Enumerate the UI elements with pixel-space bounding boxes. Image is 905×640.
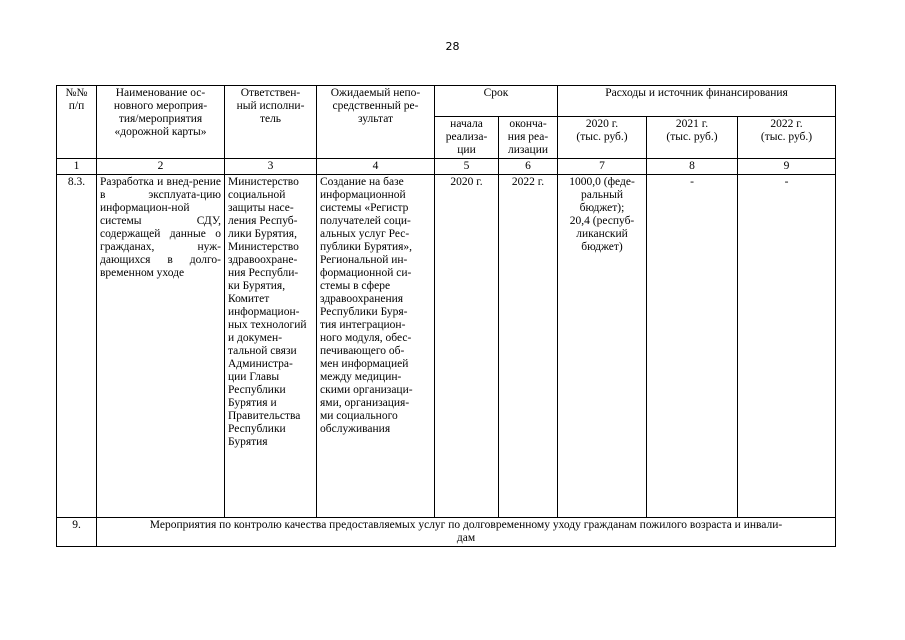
header-result: Ожидаемый непо- средственный ре- зультат <box>317 86 435 159</box>
column-number: 9 <box>738 159 836 175</box>
column-number: 7 <box>558 159 647 175</box>
row-start: 2020 г. <box>435 175 499 518</box>
header-row <box>57 86 836 117</box>
roadmap-table <box>56 85 836 547</box>
row-end: 2022 г. <box>499 175 558 518</box>
column-number: 4 <box>317 159 435 175</box>
header-year-2020: 2020 г. (тыс. руб.) <box>558 117 647 159</box>
header-term-start: начала реализа- ции <box>435 117 499 159</box>
header-name: Наименование ос- новного мероприя- тия/мероприятия «дорожной карты» <box>97 86 225 159</box>
header-term-end: оконча- ния реа- лизации <box>499 117 558 159</box>
header-executor: Ответствен- ный исполни- тель <box>225 86 317 159</box>
column-number-row <box>57 159 836 175</box>
table-row <box>57 175 836 518</box>
column-number: 8 <box>647 159 738 175</box>
row-2022: - <box>738 175 836 518</box>
table-row <box>57 518 836 547</box>
row-num: 9. <box>57 518 97 547</box>
row-section-title: Мероприятия по контролю качества предоставляемых услуг по долговременному уходу гражданам пожилого возраста и инвали- дам <box>97 518 836 547</box>
row-num: 8.3. <box>57 175 97 518</box>
row-result: Создание на базе информационной системы «Регистр получателей соци- альных услуг Рес- публики Бурятия», Региональной ин- формационной си- стемы в сфере здравоохранения Республики Буря- тия интеграцион- ного модуля, обес- печивающего об- мен информацией между медицин- скими организаци- ями, организация- ми социального обслуживания <box>317 175 435 518</box>
row-2021: - <box>647 175 738 518</box>
header-expenses: Расходы и источник финансирования <box>558 86 836 117</box>
page-number: 28 <box>445 40 460 53</box>
row-name: Разработка и внед-рение в эксплуата-цию информацион-ной системы СДУ, содержащей данные о гражданах, нуж-дающихся в долго-временном уходе <box>97 175 225 518</box>
column-number: 6 <box>499 159 558 175</box>
column-number: 3 <box>225 159 317 175</box>
column-number: 5 <box>435 159 499 175</box>
header-term: Срок <box>435 86 558 117</box>
row-executor: Министерство социальной защиты насе- ления Респуб- лики Бурятия, Министерство здравоохране- ния Республи- ки Бурятия, Комитет информацион- ных технологий и докумен- тальной связи Администра- ции Главы Республики Бурятия и Правительства Республики Бурятия <box>225 175 317 518</box>
header-year-2021: 2021 г. (тыс. руб.) <box>647 117 738 159</box>
row-2020: 1000,0 (феде- ральный бюджет); 20,4 (респуб- ликанский бюджет) <box>558 175 647 518</box>
column-number: 2 <box>97 159 225 175</box>
header-year-2022: 2022 г. (тыс. руб.) <box>738 117 836 159</box>
column-number: 1 <box>57 159 97 175</box>
header-num: №№ п/п <box>57 86 97 159</box>
